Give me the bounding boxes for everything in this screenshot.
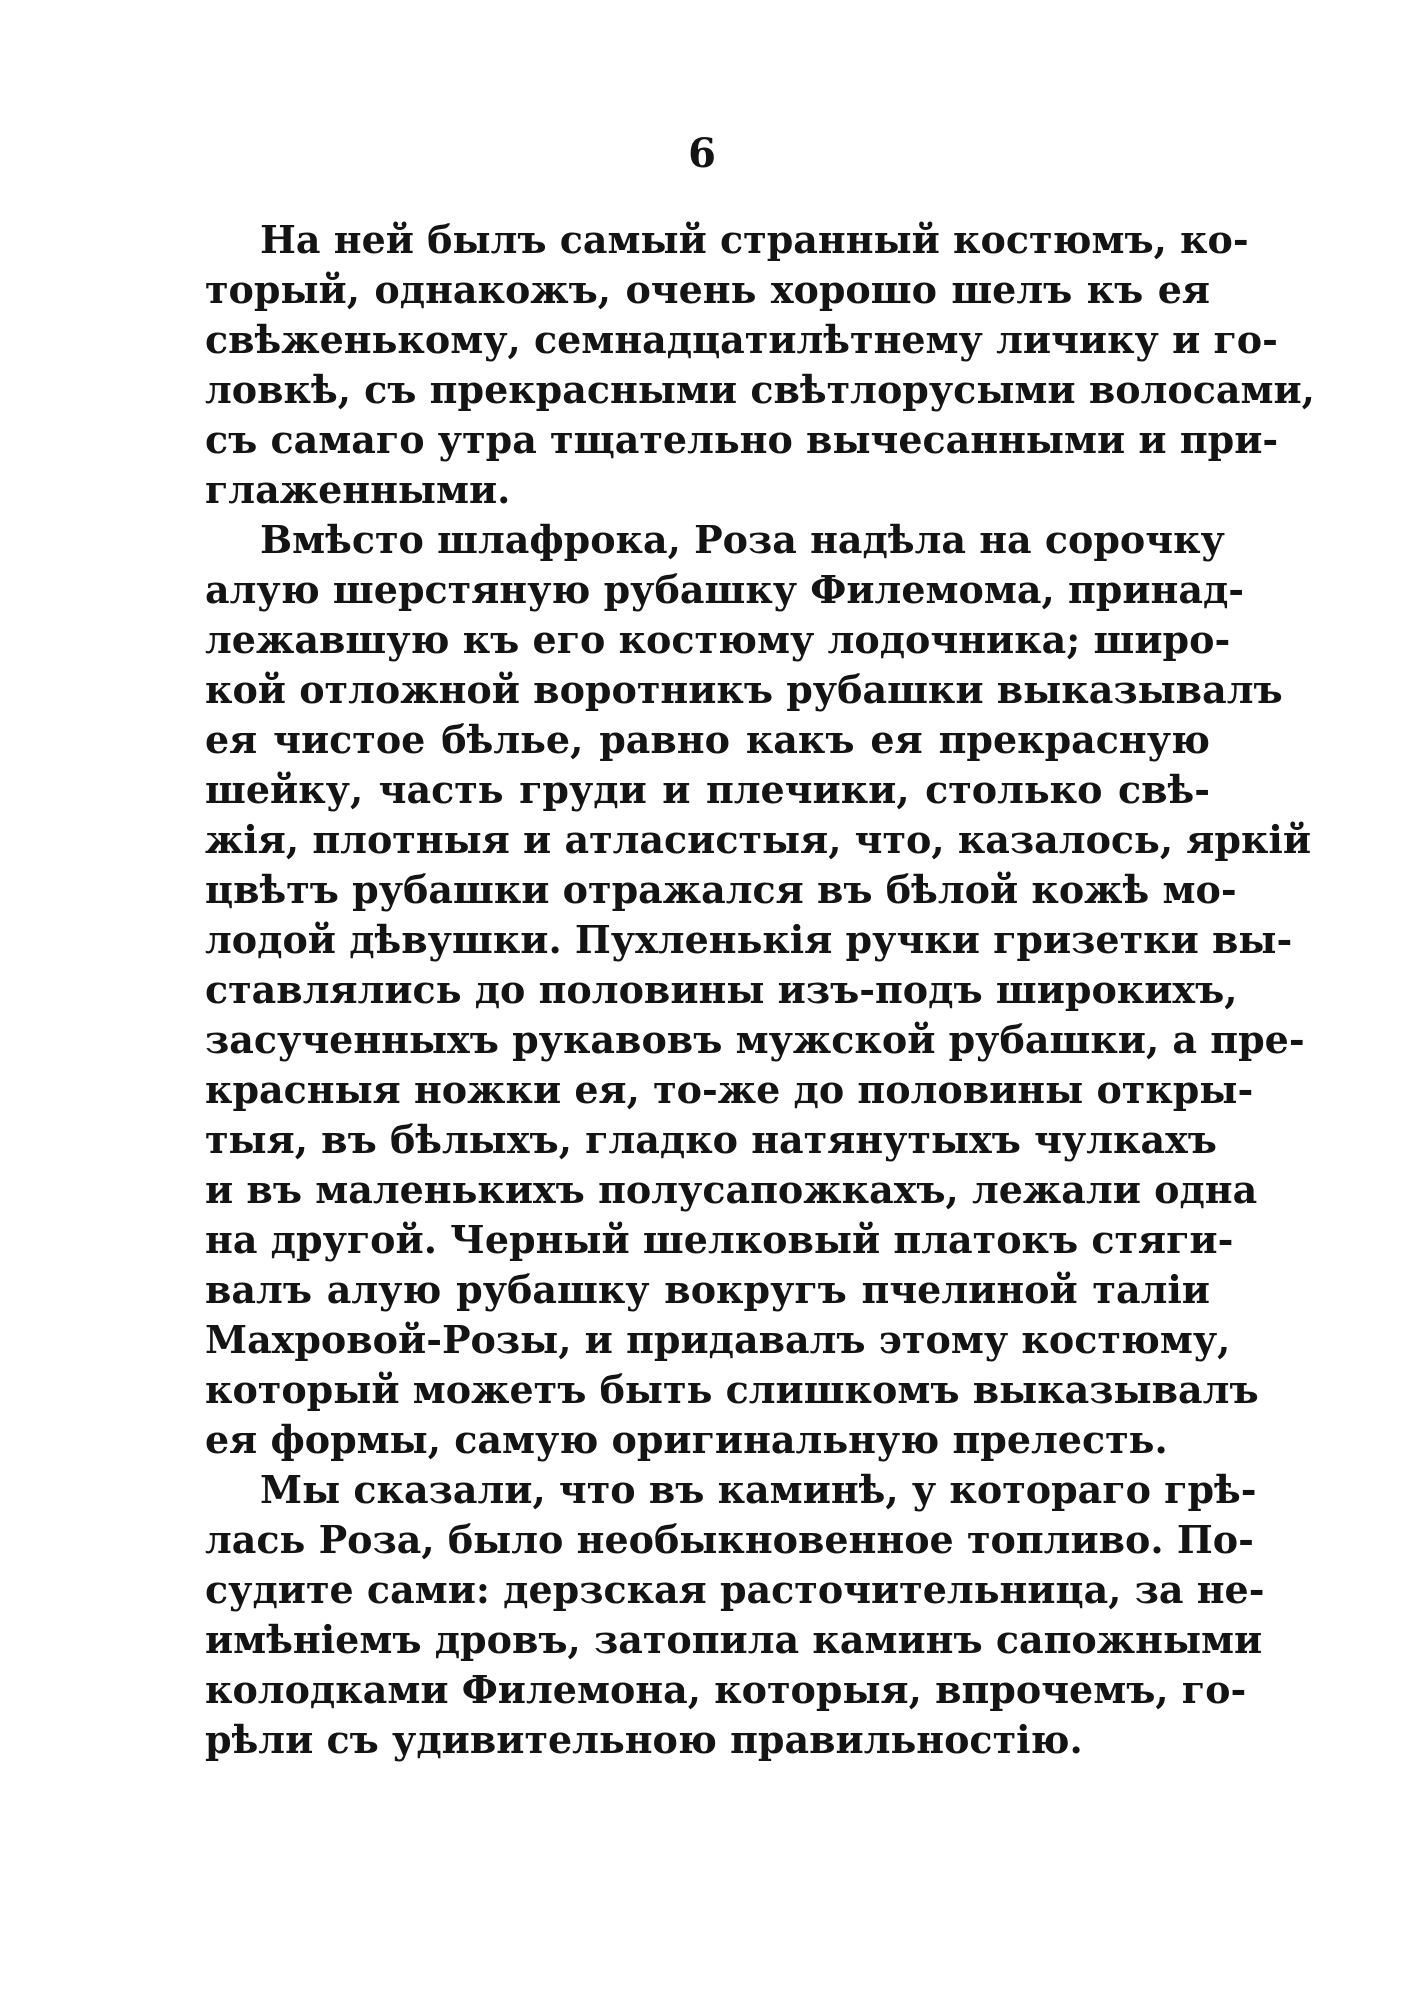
text-line: лежавшую къ его костюму лодочника; широ-: [205, 617, 1231, 662]
text-line: и въ маленькихъ полусапожкахъ, лежали одна: [205, 1167, 1258, 1212]
text-line: свѣженькому, семнадцатилѣтнему личику и го-: [205, 317, 1278, 362]
text-line: лась Роза, было необыкновенное топливо. По-: [205, 1517, 1254, 1562]
text-line: Вмѣсто шлафрока, Роза надѣла на сорочку: [260, 517, 1225, 562]
text-line: имѣніемъ дровъ, затопила каминъ сапожными: [205, 1617, 1263, 1662]
text-line: на другой. Черный шелковый платокъ стяги-: [205, 1217, 1234, 1262]
text-line: съ самаго утра тщательно вычесанными и при-: [205, 417, 1279, 462]
text-line: жія, плотныя и атласистыя, что, казалось, яркій: [205, 817, 1312, 862]
text-line: алую шерстяную рубашку Филемома, принад-: [205, 567, 1245, 612]
page-number: 6: [688, 130, 716, 177]
text-line: засученныхъ рукавовъ мужской рубашки, а пре-: [205, 1017, 1305, 1062]
text-line: ловкѣ, съ прекрасными свѣтлорусыми волосами,: [205, 367, 1315, 412]
text-line: ставлялись до половины изъ-подъ широкихъ,: [205, 967, 1238, 1012]
text-line: рѣли съ удивительною правильностію.: [205, 1717, 1083, 1762]
text-line: ея чистое бѣлье, равно какъ ея прекрасную: [205, 717, 1210, 762]
text-line: который можетъ быть слишкомъ выказывалъ: [205, 1367, 1259, 1412]
text-line: судите сами: дерзская расточительница, за не-: [205, 1567, 1265, 1612]
text-line: Мы сказали, что въ каминѣ, у котораго грѣ-: [260, 1467, 1257, 1512]
text-line: торый, однакожъ, очень хорошо шелъ къ ея: [205, 267, 1210, 312]
paragraph-3: [205, 1465, 1265, 1765]
body-text: [205, 215, 1315, 1765]
text-line: глаженными.: [205, 467, 511, 512]
text-line: лодой дѣвушки. Пухленькія ручки гризетки вы-: [205, 917, 1293, 962]
text-line: цвѣтъ рубашки отражался въ бѣлой кожѣ мо-: [205, 867, 1237, 912]
text-line: ея формы, самую оригинальную прелесть.: [205, 1417, 1168, 1462]
paragraph-2: [205, 515, 1312, 1465]
text-line: Махровой-Розы, и придавалъ этому костюму,: [205, 1317, 1231, 1362]
text-line: валъ алую рубашку вокругъ пчелиной таліи: [205, 1267, 1210, 1312]
paragraph-1: [205, 215, 1315, 515]
text-line: На ней былъ самый странный костюмъ, ко-: [260, 217, 1249, 262]
text-line: тыя, въ бѣлыхъ, гладко натянутыхъ чулкахъ: [205, 1117, 1217, 1162]
text-line: колодками Филемона, которыя, впрочемъ, го-: [205, 1667, 1247, 1712]
text-line: кой отложной воротникъ рубашки выказывалъ: [205, 667, 1283, 712]
text-line: шейку, часть груди и плечики, столько свѣ-: [205, 767, 1210, 812]
text-line: красныя ножки ея, то-же до половины откры-: [205, 1067, 1254, 1112]
